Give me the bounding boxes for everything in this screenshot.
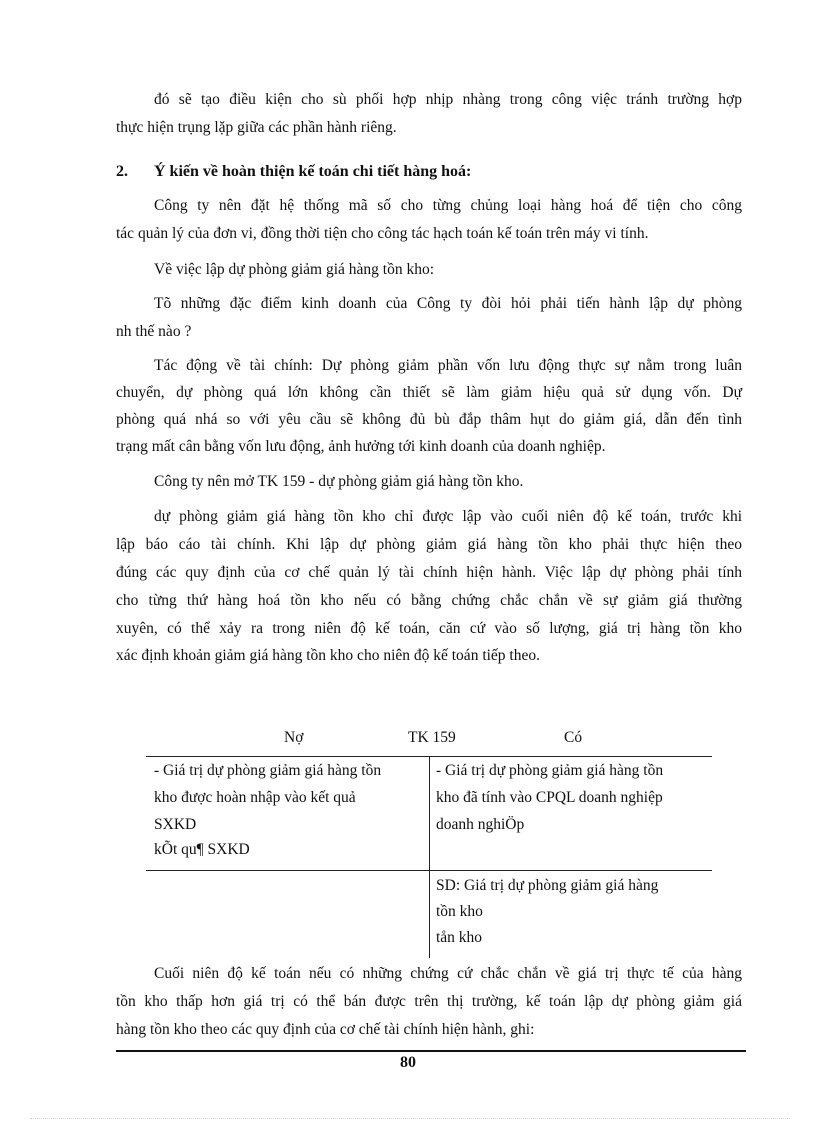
credit-line: doanh nghiÖp bbox=[436, 816, 525, 833]
debit-line: SXKD bbox=[154, 816, 197, 833]
paragraph-line: chuyển, dự phòng quá lớn không cần thiết sẽ làm giảm hiệu quả sử dụng vốn. Dự bbox=[116, 384, 742, 401]
balance-line: SD: Giá trị dự phòng giảm giá hàng bbox=[436, 877, 659, 894]
debit-line: kÕt qu¶ SXKD bbox=[154, 841, 250, 858]
page-number: 80 bbox=[400, 1054, 416, 1071]
paragraph-line: Về việc lập dự phòng giảm giá hàng tồn kho: bbox=[154, 261, 435, 278]
paragraph-line: xuyên, có thể xảy ra trong niên độ kế toán, căn cứ vào số lượng, giá trị hàng tồn kho bbox=[116, 620, 742, 637]
credit-line: - Giá trị dự phòng giảm giá hàng tồn bbox=[436, 762, 664, 779]
paragraph-line: hàng tồn kho theo các quy định của cơ chế tài chính hiện hành, ghi: bbox=[116, 1021, 535, 1038]
paragraph-line: đó sẽ tạo điều kiện cho sù phối hợp nhịp nhàng trong công việc tránh trường hợp bbox=[154, 91, 742, 108]
section-number: 2. bbox=[116, 163, 128, 180]
paragraph-line: lập báo cáo tài chính. Khi lập dự phòng giảm giá hàng tồn kho phải thực hiện theo bbox=[116, 536, 742, 553]
page-bottom-border bbox=[30, 1118, 790, 1119]
paragraph-line: Tõ những đặc điểm kinh doanh của Công ty đòi hỏi phải tiến hành lập dự phòng bbox=[154, 295, 742, 312]
paragraph-line: thực hiện trụng lặp giữa các phần hành riêng. bbox=[116, 119, 397, 136]
paragraph-line: phòng quá nhá so với yêu cầu sẽ không đủ bù đắp thâm hụt do giảm giá, dẫn đến tình bbox=[116, 411, 742, 428]
footer-rule bbox=[116, 1050, 746, 1052]
credit-line: kho đã tính vào CPQL doanh nghiệp bbox=[436, 789, 663, 806]
paragraph-line: tồn kho thấp hơn giá trị có thể bán được trên thị trường, kế toán lập dự phòng giảm giá bbox=[116, 993, 742, 1010]
paragraph-line: cho từng thứ hàng hoá tồn kho nếu có bằng chứng chắc chắn về sự giảm giá thường bbox=[116, 592, 742, 609]
balance-line: tồn kho bbox=[436, 903, 483, 920]
paragraph-line: tác quản lý của đơn vi, đồng thời tiện cho công tác hạch toán kế toán trên máy vi tính. bbox=[116, 225, 649, 242]
paragraph-line: Cuối niên độ kế toán nếu có những chứng cứ chắc chắn về giá trị thực tế của hàng bbox=[154, 965, 742, 982]
paragraph-line: xác định khoản giảm giá hàng tồn kho cho niên độ kế toán tiếp theo. bbox=[116, 647, 540, 664]
section-heading: Ý kiến về hoàn thiện kế toán chi tiết hàng hoá: bbox=[154, 163, 472, 180]
credit-label: Có bbox=[564, 729, 583, 746]
debit-label: Nợ bbox=[284, 729, 304, 746]
paragraph-line: trạng mất cân bằng vốn lưu động, ảnh hưởng tới kinh doanh của doanh nghiệp. bbox=[116, 438, 606, 455]
paragraph-line: Công ty nên mở TK 159 - dự phòng giảm giá hàng tồn kho. bbox=[154, 473, 524, 490]
debit-line: kho được hoàn nhập vào kết quả bbox=[154, 789, 356, 806]
debit-line: - Giá trị dự phòng giảm giá hàng tồn bbox=[154, 762, 382, 779]
balance-line: tån kho bbox=[436, 929, 483, 946]
paragraph-line: nh thế nào ? bbox=[116, 323, 192, 340]
paragraph-line: Công ty nên đặt hệ thống mã số cho từng chủng loại hàng hoá để tiện cho công bbox=[154, 197, 742, 214]
paragraph-line: dự phòng giảm giá hàng tồn kho chỉ được lập vào cuối niên độ kế toán, trước khi bbox=[154, 508, 742, 525]
account-label: TK 159 bbox=[408, 729, 456, 746]
paragraph-line: Tác động về tài chính: Dự phòng giảm phần vốn lưu động thực sự nằm trong luân bbox=[154, 357, 742, 374]
t-account-divider bbox=[429, 756, 430, 958]
t-account-balance-rule bbox=[146, 870, 712, 871]
paragraph-line: đúng các quy định của cơ chế quản lý tài chính hiện hành. Việc lập dự phòng phải tính bbox=[116, 564, 742, 581]
